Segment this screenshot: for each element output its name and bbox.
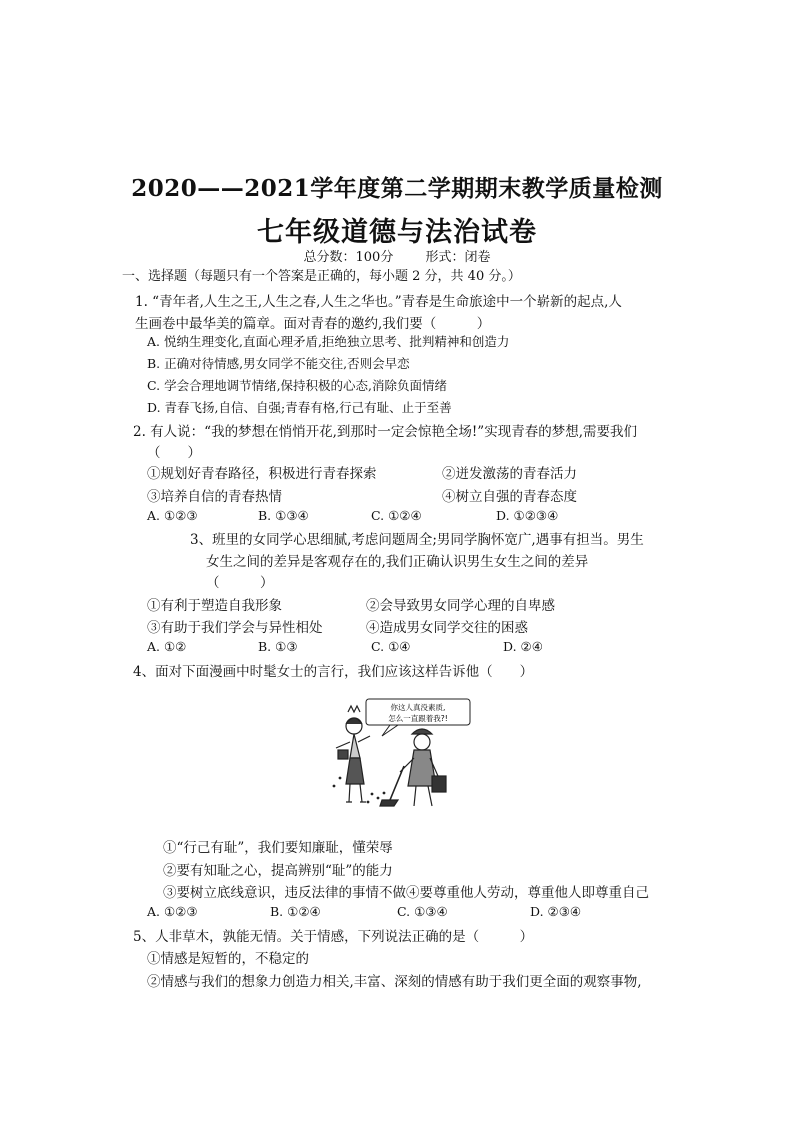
q2-stem-line1: 2. 有人说：“我的梦想在悄悄开花,到那时一定会惊艳全场!”实现青春的梦想,需要我们 xyxy=(133,424,637,440)
q5-statement-2: ②情感与我们的想象力创造力相关,丰富、深刻的情感有助于我们更全面的观察事物, xyxy=(147,974,642,990)
q1-option-a: A. 悦纳生理变化,直面心理矛盾,拒绝独立思考、批判精神和创造力 xyxy=(147,334,510,349)
q3-option-c: C. ①④ xyxy=(371,639,411,654)
q1-option-d: D. 青春飞扬,自信、自强;青春有格,行己有耻、止于至善 xyxy=(147,400,452,415)
q2-statement-4: ④树立自强的青春态度 xyxy=(442,489,577,505)
q3-stem-line1: 3、班里的女同学心思细腻,考虑问题周全;男同学胸怀宽广,遇事有担当。男生 xyxy=(190,532,644,548)
q3-statement-1: ①有利于塑造自我形象 xyxy=(147,598,282,614)
q2-option-a: A. ①②③ xyxy=(147,508,198,523)
bubble-text-2: 怎么一直跟着我?! xyxy=(388,714,448,723)
exam-title-line1: 2020——2021学年度第二学期期末教学质量检测 xyxy=(131,175,663,202)
q2-stem-line2: （ ） xyxy=(147,445,201,461)
q4-option-c: C. ①③④ xyxy=(397,904,448,919)
q4-option-b: B. ①②④ xyxy=(270,904,321,919)
q2-option-d: D. ①②③④ xyxy=(496,508,559,523)
q3-stem-line3: （ ） xyxy=(206,575,274,591)
q4-option-d: D. ②③④ xyxy=(530,904,582,919)
fashionable-woman xyxy=(336,706,370,802)
q3-statement-3: ③有助于我们学会与异性相处 xyxy=(147,620,323,636)
q3-stem-line2: 女生之间的差异是客观存在的,我们正确认识男生女生之间的差异 xyxy=(206,554,589,570)
q3-option-d: D. ②④ xyxy=(503,639,543,654)
q3-statement-4: ④造成男女同学交往的困惑 xyxy=(366,620,528,636)
q4-statement-2: ②要有知耻之心，提高辨别“耻”的能力 xyxy=(163,863,393,879)
section-heading: 一、选择题（每题只有一个答案是正确的，每小题 2 分，共 40 分。） xyxy=(122,269,521,284)
q1-option-b: B. 正确对待情感,男女同学不能交往,否则会早恋 xyxy=(147,356,410,371)
q3-option-a: A. ①② xyxy=(147,639,187,654)
total-score: 总分数：100分 xyxy=(303,250,394,265)
q2-option-b: B. ①③④ xyxy=(258,508,309,523)
exam-form: 形式：闭卷 xyxy=(425,250,491,265)
q2-option-c: C. ①②④ xyxy=(371,508,422,523)
bubble-text-1: 你这人真没素质, xyxy=(390,703,446,712)
q4-statement-1: ①“行己有耻”，我们要知廉耻，懂荣辱 xyxy=(163,840,393,856)
exam-title-line2: 七年级道德与法治试卷 xyxy=(257,217,537,248)
q1-option-c: C. 学会合理地调节情绪,保持积极的心态,消除负面情绪 xyxy=(147,378,448,393)
q2-statement-1: ①规划好青春路径，积极进行青春探索 xyxy=(147,466,377,482)
q3-statement-2: ②会导致男女同学心理的自卑感 xyxy=(366,598,555,614)
street-sweeper xyxy=(380,729,446,806)
q1-stem-line2: 生画卷中最华美的篇章。面对青春的邀约,我们要（ ） xyxy=(135,316,491,332)
q4-stem: 4、面对下面漫画中时髦女士的言行，我们应该这样告诉他（ ） xyxy=(133,664,534,680)
q5-stem: 5、人非草木，孰能无情。关于情感，下列说法正确的是（ ） xyxy=(133,929,534,945)
q3-option-b: B. ①③ xyxy=(258,639,298,654)
q5-statement-1: ①情感是短暂的，不稳定的 xyxy=(147,951,309,967)
exam-meta xyxy=(0,246,794,265)
q2-statement-2: ②迸发激荡的青春活力 xyxy=(442,466,577,482)
q4-statement-3: ③要树立底线意识，违反法律的事情不做④要尊重他人劳动，尊重他人即尊重自己 xyxy=(163,885,649,901)
q4-option-a: A. ①②③ xyxy=(147,904,198,919)
q1-stem-line1: 1. “青年者,人生之王,人生之春,人生之华也。”青春是生命旅途中一个崭新的起点,人 xyxy=(135,294,622,310)
cartoon-illustration xyxy=(320,696,480,816)
q2-statement-3: ③培养自信的青春热情 xyxy=(147,489,282,505)
